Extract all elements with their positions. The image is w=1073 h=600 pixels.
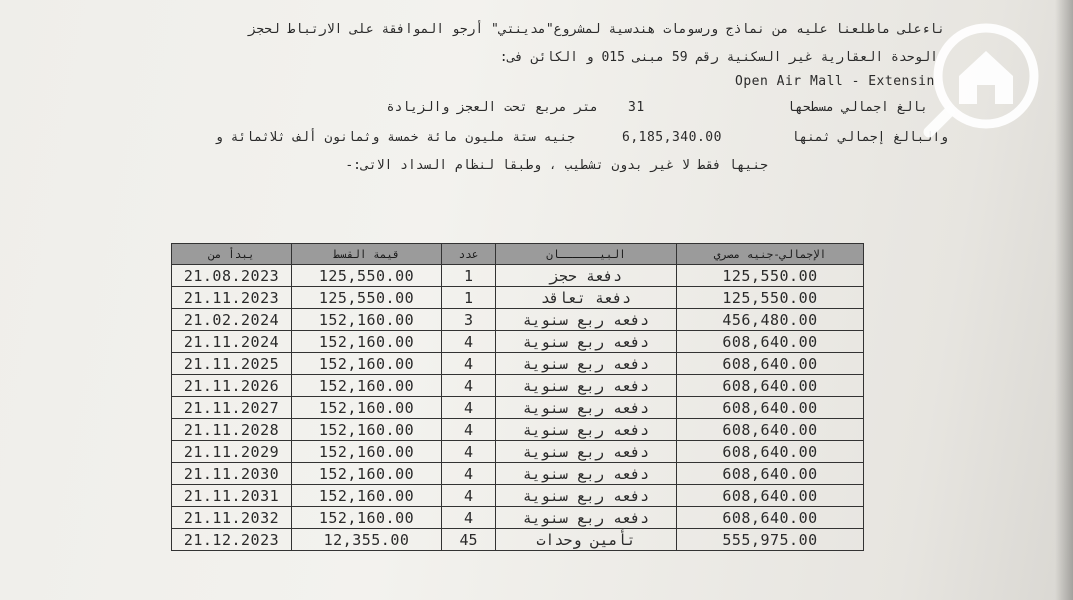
cell-count: 4 [442, 485, 496, 507]
cell-count: 1 [442, 265, 496, 287]
table-row [172, 287, 864, 309]
cell-date: 21.11.2032 [172, 507, 292, 529]
cell-date: 21.11.2030 [172, 463, 292, 485]
cell-description: دفعه ربع سنوية [496, 353, 677, 375]
table-row [172, 309, 864, 331]
table-row [172, 375, 864, 397]
cell-total: 608,640.00 [677, 463, 864, 485]
header-start-date: يبدأ من [172, 244, 292, 265]
cell-description: دفعه ربع سنوية [496, 309, 677, 331]
cell-description: دفعه ربع سنوية [496, 397, 677, 419]
cell-count: 4 [442, 375, 496, 397]
cell-count: 1 [442, 287, 496, 309]
cell-count: 4 [442, 419, 496, 441]
cell-description: دفعه ربع سنوية [496, 507, 677, 529]
cell-description: دفعه ربع سنوية [496, 485, 677, 507]
table-row [172, 419, 864, 441]
price-words: جنيه ستة مليون مائة خمسة وثمانون ألف ثلاثمائة و [214, 130, 575, 145]
table-row [172, 353, 864, 375]
cell-description: تأمين وحدات [496, 529, 677, 551]
page-edge-shadow [1055, 0, 1073, 600]
area-value: 31 [628, 100, 645, 115]
cell-total: 608,640.00 [677, 485, 864, 507]
cell-count: 4 [442, 397, 496, 419]
cell-total: 608,640.00 [677, 441, 864, 463]
cell-total: 608,640.00 [677, 375, 864, 397]
cell-installment: 152,160.00 [292, 397, 442, 419]
cell-installment: 125,550.00 [292, 265, 442, 287]
letter-line-2: الوحدة العقارية غير السكنية رقم 59 مبنى 015 و الكائن فى: [499, 50, 938, 65]
letter-line-6: جنيها فقط لا غير بدون تشطيب ، وطبقا لنظام السداد الاتى:- [345, 158, 768, 173]
price-value: 6,185,340.00 [622, 130, 722, 145]
cell-installment: 152,160.00 [292, 507, 442, 529]
cell-description: دفعه ربع سنوية [496, 331, 677, 353]
cell-date: 21.11.2028 [172, 419, 292, 441]
cell-total: 608,640.00 [677, 397, 864, 419]
header-total: الإجمالي-جنيه مصري [677, 244, 864, 265]
header-installment: قيمة القسط [292, 244, 442, 265]
cell-description: دفعه ربع سنوية [496, 375, 677, 397]
cell-date: 21.08.2023 [172, 265, 292, 287]
cell-count: 4 [442, 463, 496, 485]
cell-description: دفعه ربع سنوية [496, 463, 677, 485]
price-label: والبالغ إجمالي ثمنها [791, 130, 948, 145]
table-row [172, 463, 864, 485]
cell-total: 608,640.00 [677, 419, 864, 441]
cell-count: 3 [442, 309, 496, 331]
letter-line-3: Open Air Mall - Extensin [735, 74, 935, 89]
cell-count: 4 [442, 507, 496, 529]
cell-date: 21.11.2027 [172, 397, 292, 419]
table-row [172, 397, 864, 419]
table-row [172, 529, 864, 551]
table-row [172, 441, 864, 463]
cell-installment: 152,160.00 [292, 463, 442, 485]
cell-installment: 12,355.00 [292, 529, 442, 551]
cell-date: 21.02.2024 [172, 309, 292, 331]
cell-total: 456,480.00 [677, 309, 864, 331]
cell-installment: 152,160.00 [292, 331, 442, 353]
cell-installment: 152,160.00 [292, 375, 442, 397]
cell-description: دفعه ربع سنوية [496, 441, 677, 463]
table-row [172, 331, 864, 353]
house-search-icon [923, 20, 1047, 144]
cell-total: 555,975.00 [677, 529, 864, 551]
cell-total: 608,640.00 [677, 507, 864, 529]
table-header-row [172, 244, 864, 265]
table-row [172, 265, 864, 287]
area-unit: متر مربع تحت العجز والزيادة [386, 100, 598, 115]
cell-installment: 152,160.00 [292, 441, 442, 463]
header-count: عدد [442, 244, 496, 265]
area-label: بالغ اجمالي مسطحها [787, 100, 928, 115]
cell-total: 125,550.00 [677, 265, 864, 287]
cell-total: 125,550.00 [677, 287, 864, 309]
cell-date: 21.11.2024 [172, 331, 292, 353]
cell-date: 21.11.2031 [172, 485, 292, 507]
cell-installment: 152,160.00 [292, 485, 442, 507]
payment-schedule-table [171, 243, 864, 551]
table-row [172, 485, 864, 507]
cell-description: دفعه ربع سنوية [496, 419, 677, 441]
cell-installment: 152,160.00 [292, 353, 442, 375]
cell-total: 608,640.00 [677, 331, 864, 353]
cell-installment: 125,550.00 [292, 287, 442, 309]
cell-count: 45 [442, 529, 496, 551]
cell-date: 21.11.2023 [172, 287, 292, 309]
cell-installment: 152,160.00 [292, 419, 442, 441]
table-row [172, 507, 864, 529]
cell-description: دفعة تعاقد [496, 287, 677, 309]
cell-installment: 152,160.00 [292, 309, 442, 331]
letter-line-1: ناءعلى ماطلعنا عليه من نماذج ورسومات هندسية لمشروع"مدينتي" أرجو الموافقة على الارتباط لحجز [248, 22, 945, 37]
cell-total: 608,640.00 [677, 353, 864, 375]
header-description: البيــــــان [496, 244, 677, 265]
cell-count: 4 [442, 331, 496, 353]
cell-count: 4 [442, 353, 496, 375]
cell-date: 21.11.2025 [172, 353, 292, 375]
cell-date: 21.11.2029 [172, 441, 292, 463]
cell-count: 4 [442, 441, 496, 463]
cell-description: دفعة حجز [496, 265, 677, 287]
cell-date: 21.12.2023 [172, 529, 292, 551]
cell-date: 21.11.2026 [172, 375, 292, 397]
